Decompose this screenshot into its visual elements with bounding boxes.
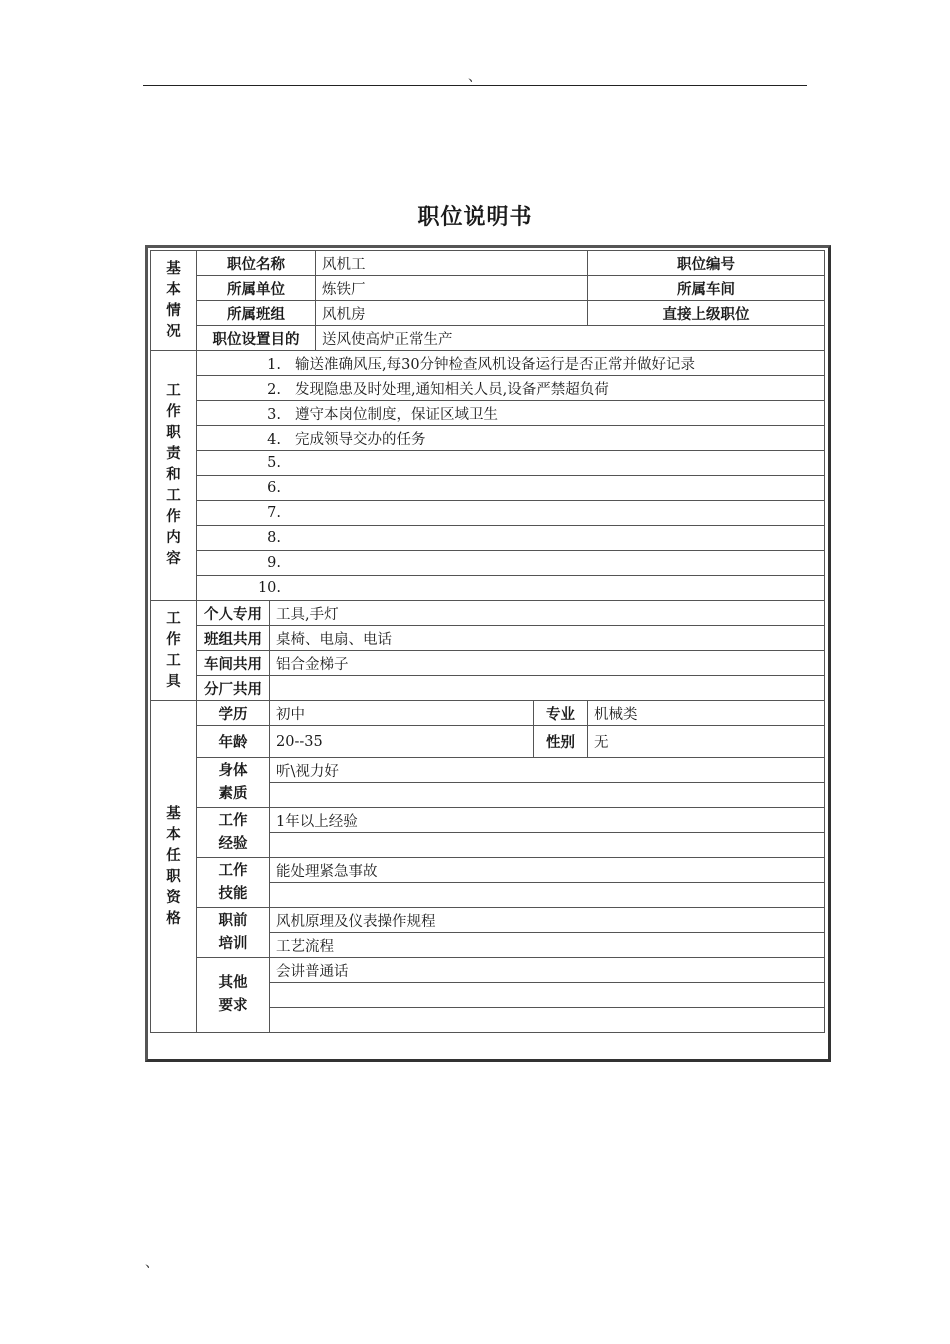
education-value: 初中 (270, 701, 534, 726)
duty-row (151, 376, 825, 401)
tool-value (270, 676, 825, 701)
duty-row (151, 576, 825, 601)
superior-label: 直接上级职位 (588, 301, 825, 326)
unit-value: 炼铁厂 (316, 276, 588, 301)
gender-label: 性别 (534, 726, 588, 758)
tool-value: 工具,手灯 (270, 601, 825, 626)
duty-row (151, 526, 825, 551)
duty-item: 9. (197, 551, 825, 576)
other-row (151, 958, 825, 983)
duty-row (151, 551, 825, 576)
qualifications-section-label: 基 本 任 职 资 格 (151, 701, 197, 1033)
duty-row (151, 476, 825, 501)
bottom-page-mark: 、 (145, 1255, 159, 1271)
skills-label: 工作 技能 (197, 858, 270, 908)
duty-row (151, 426, 825, 451)
basic-section-label: 基 本 情 况 (151, 251, 197, 351)
tool-label: 分厂共用 (197, 676, 270, 701)
duty-row (151, 451, 825, 476)
physique-blank-line (270, 783, 825, 808)
experience-label: 工作 经验 (197, 808, 270, 858)
other-value: 会讲普通话 (270, 958, 825, 983)
tools-section-label: 工 作 工 具 (151, 601, 197, 701)
qualification-row (151, 701, 825, 726)
position-no-label: 职位编号 (588, 251, 825, 276)
purpose-label: 职位设置目的 (197, 326, 316, 351)
training-value-1: 风机原理及仪表操作规程 (270, 908, 825, 933)
duty-item: 8. (197, 526, 825, 551)
duty-row (151, 501, 825, 526)
qualification-row (151, 726, 825, 758)
tool-value: 铝合金梯子 (270, 651, 825, 676)
basic-row-4 (151, 326, 825, 351)
other-blank-line (270, 983, 825, 1008)
basic-row-3 (151, 301, 825, 326)
major-value: 机械类 (588, 701, 825, 726)
basic-row-1 (151, 251, 825, 276)
other-blank-line-2 (270, 1008, 825, 1033)
header-rule (143, 85, 807, 86)
physique-label: 身体 素质 (197, 758, 270, 808)
other-label: 其他 要求 (197, 958, 270, 1033)
training-row (151, 908, 825, 933)
tool-row (151, 601, 825, 626)
duty-item: 6. (197, 476, 825, 501)
team-value: 风机房 (316, 301, 588, 326)
duty-row (151, 351, 825, 376)
workshop-label: 所属车间 (588, 276, 825, 301)
duty-row (151, 401, 825, 426)
gender-value: 无 (588, 726, 825, 758)
duties-section-label: 工 作 职 责 和 工 作 内 容 (151, 351, 197, 601)
major-label: 专业 (534, 701, 588, 726)
duty-item: 7. (197, 501, 825, 526)
training-value-2: 工艺流程 (270, 933, 825, 958)
skills-row (151, 858, 825, 883)
tool-row (151, 651, 825, 676)
duty-item: 5. (197, 451, 825, 476)
duty-item: 3. 遵守本岗位制度，保证区域卫生 (197, 401, 825, 426)
position-name-value: 风机工 (316, 251, 588, 276)
skills-blank-line (270, 883, 825, 908)
duty-item: 4. 完成领导交办的任务 (197, 426, 825, 451)
top-page-mark: 、 (468, 69, 482, 85)
duty-item: 10. (197, 576, 825, 601)
skills-value: 能处理紧急事故 (270, 858, 825, 883)
tool-row (151, 626, 825, 651)
tool-row (151, 676, 825, 701)
duty-item: 2. 发现隐患及时处理,通知相关人员,设备严禁超负荷 (197, 376, 825, 401)
training-label: 职前 培训 (197, 908, 270, 958)
age-label: 年龄 (197, 726, 270, 758)
experience-blank-line (270, 833, 825, 858)
experience-value: 1年以上经验 (270, 808, 825, 833)
tool-label: 个人专用 (197, 601, 270, 626)
physique-value: 听\视力好 (270, 758, 825, 783)
tool-label: 班组共用 (197, 626, 270, 651)
page-title: 职位说明书 (417, 205, 533, 230)
position-name-label: 职位名称 (197, 251, 316, 276)
tool-value: 桌椅、电扇、电话 (270, 626, 825, 651)
physique-row (151, 758, 825, 783)
experience-row (151, 808, 825, 833)
job-description-table (150, 250, 825, 1033)
team-label: 所属班组 (197, 301, 316, 326)
unit-label: 所属单位 (197, 276, 316, 301)
basic-row-2 (151, 276, 825, 301)
purpose-value: 送风使高炉正常生产 (316, 326, 825, 351)
duty-item: 1. 输送准确风压,每30分钟检查风机设备运行是否正常并做好记录 (197, 351, 825, 376)
education-label: 学历 (197, 701, 270, 726)
tool-label: 车间共用 (197, 651, 270, 676)
age-value: 20--35 (270, 726, 534, 758)
